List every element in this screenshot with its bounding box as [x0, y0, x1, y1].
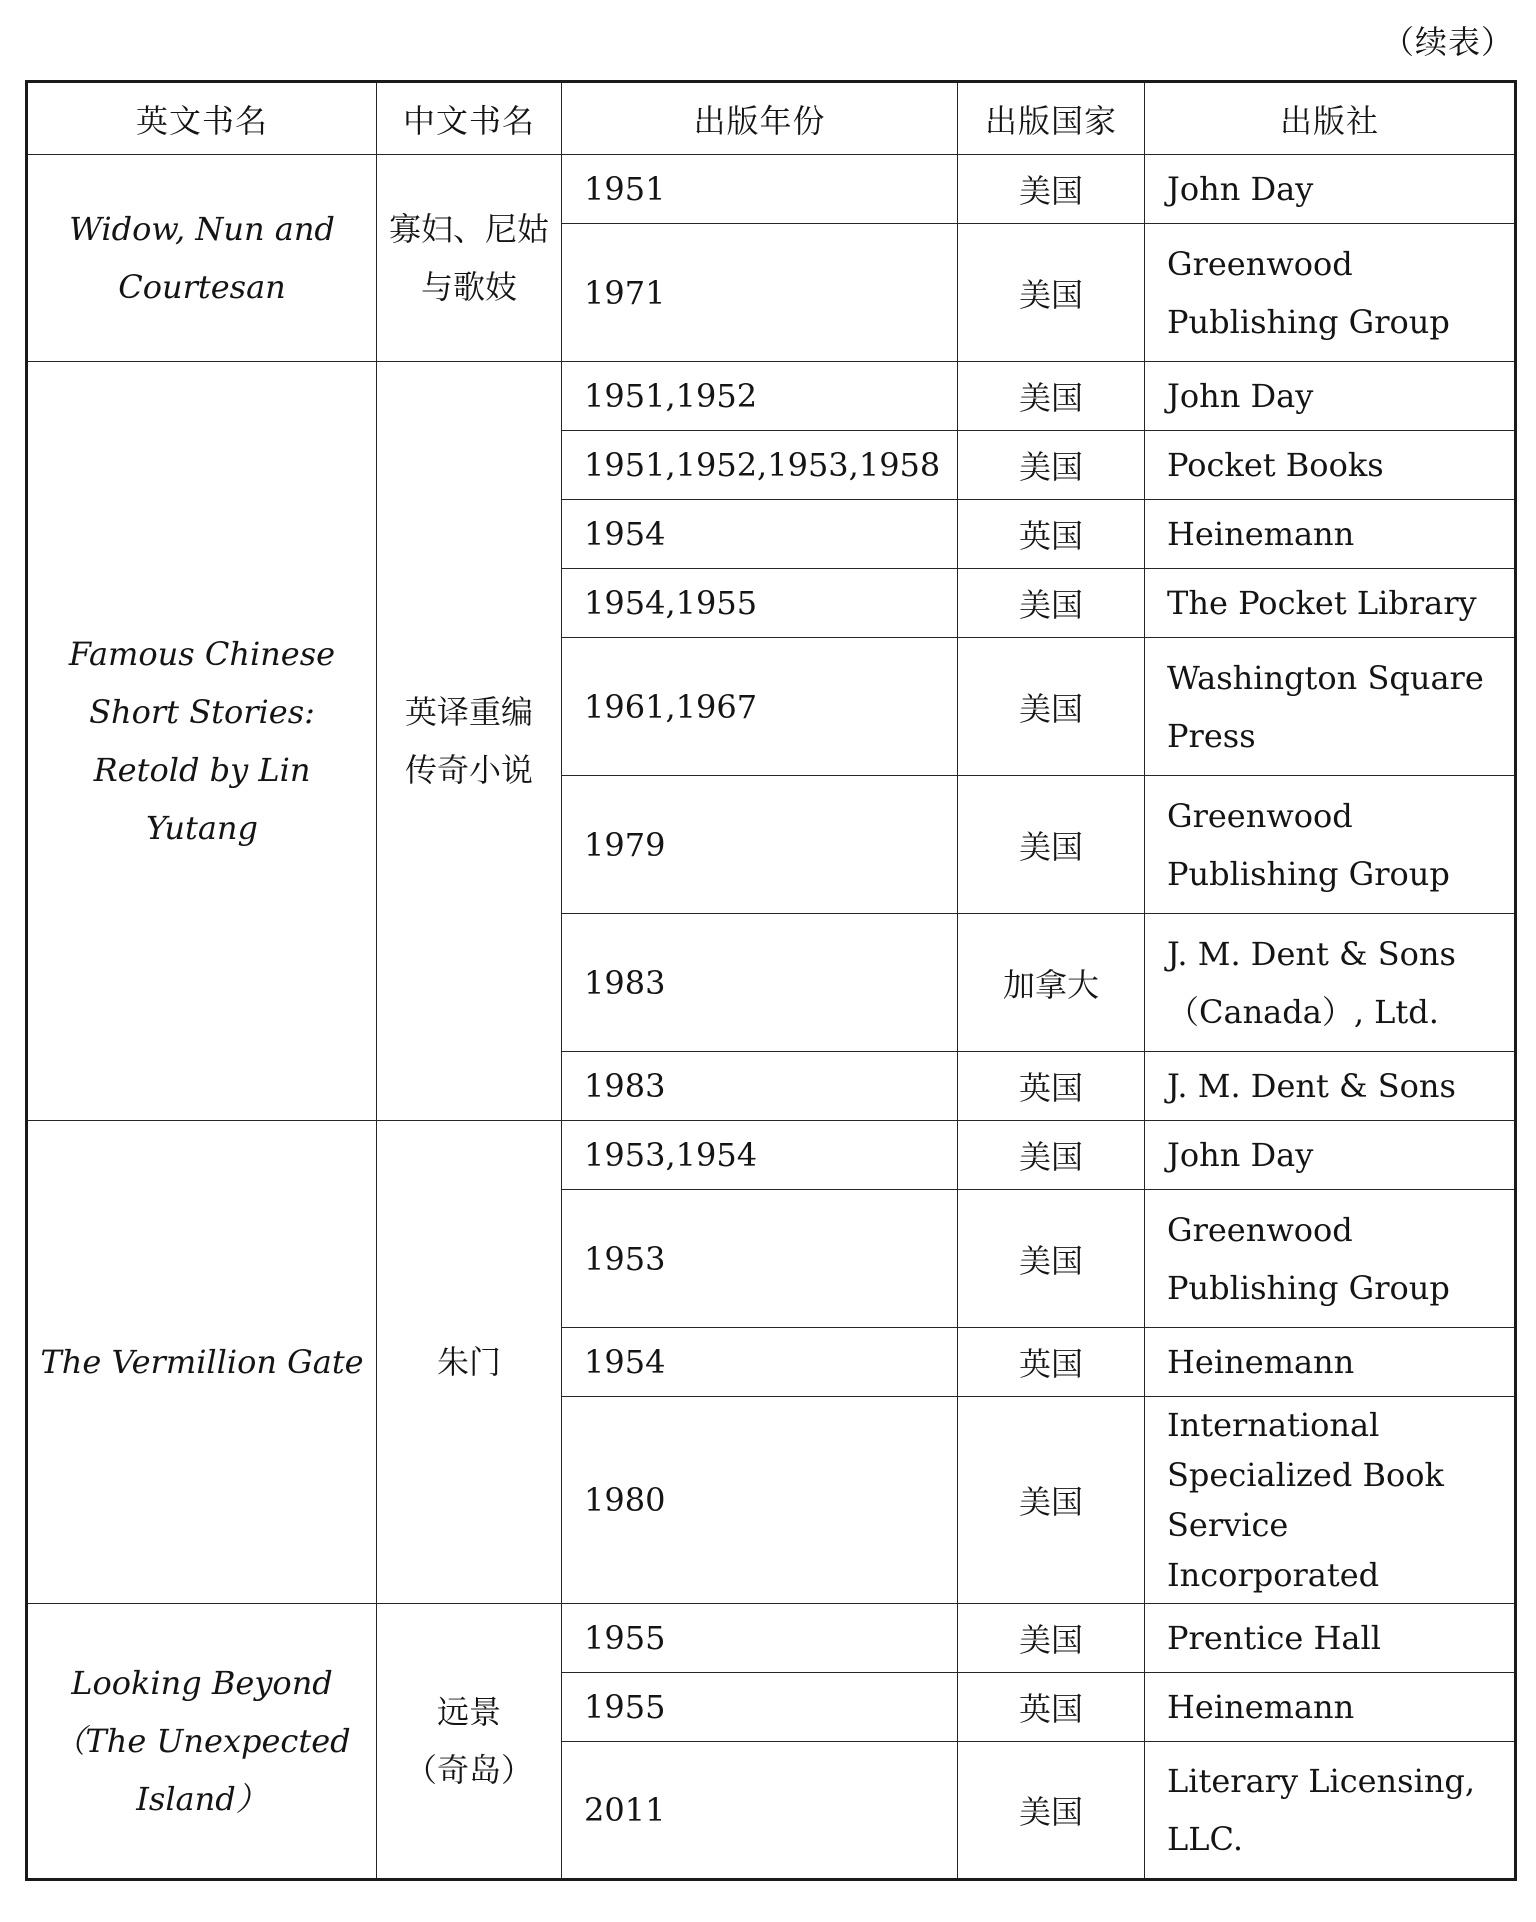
cell-year: 1979 [562, 776, 958, 914]
cell-publisher: Greenwood Publishing Group [1145, 1190, 1516, 1328]
cell-year: 1953 [562, 1190, 958, 1328]
cell-publisher: Heinemann [1145, 500, 1516, 569]
cell-year: 1951,1952,1953,1958 [562, 431, 958, 500]
cell-country: 加拿大 [958, 914, 1145, 1052]
cell-publisher: John Day [1145, 1121, 1516, 1190]
cell-country: 美国 [958, 155, 1145, 224]
cell-year: 1980 [562, 1397, 958, 1604]
cell-year: 1983 [562, 1052, 958, 1121]
cell-english-title: Looking Beyond （The Unexpected Island） [27, 1604, 377, 1880]
cell-year: 1954 [562, 500, 958, 569]
cell-country: 英国 [958, 500, 1145, 569]
table-row [27, 1121, 1516, 1190]
table-row [27, 1604, 1516, 1673]
cell-country: 美国 [958, 1742, 1145, 1880]
cell-publisher: Washington Square Press [1145, 638, 1516, 776]
header-country: 出版国家 [958, 82, 1145, 155]
cell-publisher: Heinemann [1145, 1328, 1516, 1397]
cell-chinese-title: 远景 （奇岛） [377, 1604, 562, 1880]
cell-year: 2011 [562, 1742, 958, 1880]
publication-table [25, 80, 1517, 1881]
cell-country: 美国 [958, 776, 1145, 914]
cell-country: 英国 [958, 1673, 1145, 1742]
cell-country: 美国 [958, 1604, 1145, 1673]
cell-country: 英国 [958, 1328, 1145, 1397]
cell-publisher: Literary Licensing, LLC. [1145, 1742, 1516, 1880]
cell-chinese-title: 寡妇、尼姑 与歌妓 [377, 155, 562, 362]
cell-country: 美国 [958, 431, 1145, 500]
cell-publisher: J. M. Dent & Sons [1145, 1052, 1516, 1121]
cell-year: 1951,1952 [562, 362, 958, 431]
header-year: 出版年份 [562, 82, 958, 155]
table-row [27, 155, 1516, 224]
cell-publisher: The Pocket Library [1145, 569, 1516, 638]
cell-english-title: Widow, Nun and Courtesan [27, 155, 377, 362]
header-english-title: 英文书名 [27, 82, 377, 155]
header-chinese-title: 中文书名 [377, 82, 562, 155]
cell-country: 美国 [958, 1190, 1145, 1328]
cell-publisher: Pocket Books [1145, 431, 1516, 500]
cell-country: 美国 [958, 638, 1145, 776]
continuation-label: （续表） [1381, 23, 1514, 61]
cell-country: 美国 [958, 1121, 1145, 1190]
cell-year: 1983 [562, 914, 958, 1052]
header-publisher: 出版社 [1145, 82, 1516, 155]
cell-publisher: J. M. Dent & Sons （Canada）, Ltd. [1145, 914, 1516, 1052]
cell-publisher: Prentice Hall [1145, 1604, 1516, 1673]
cell-country: 美国 [958, 1397, 1145, 1604]
cell-publisher: Greenwood Publishing Group [1145, 224, 1516, 362]
cell-country: 美国 [958, 362, 1145, 431]
cell-publisher: International Specialized Book Service Incorporated [1145, 1397, 1516, 1604]
cell-year: 1953,1954 [562, 1121, 958, 1190]
cell-year: 1954 [562, 1328, 958, 1397]
cell-english-title: The Vermillion Gate [27, 1121, 377, 1604]
cell-year: 1971 [562, 224, 958, 362]
cell-publisher: Heinemann [1145, 1673, 1516, 1742]
cell-publisher: Greenwood Publishing Group [1145, 776, 1516, 914]
cell-year: 1951 [562, 155, 958, 224]
cell-year: 1955 [562, 1604, 958, 1673]
cell-publisher: John Day [1145, 362, 1516, 431]
cell-chinese-title: 朱门 [377, 1121, 562, 1604]
cell-country: 美国 [958, 569, 1145, 638]
cell-english-title: Famous Chinese Short Stories: Retold by Lin Yutang [27, 362, 377, 1121]
cell-country: 美国 [958, 224, 1145, 362]
cell-publisher: John Day [1145, 155, 1516, 224]
cell-chinese-title: 英译重编 传奇小说 [377, 362, 562, 1121]
header-row [27, 82, 1516, 155]
cell-year: 1961,1967 [562, 638, 958, 776]
cell-country: 英国 [958, 1052, 1145, 1121]
cell-year: 1954,1955 [562, 569, 958, 638]
table-row [27, 362, 1516, 431]
cell-year: 1955 [562, 1673, 958, 1742]
